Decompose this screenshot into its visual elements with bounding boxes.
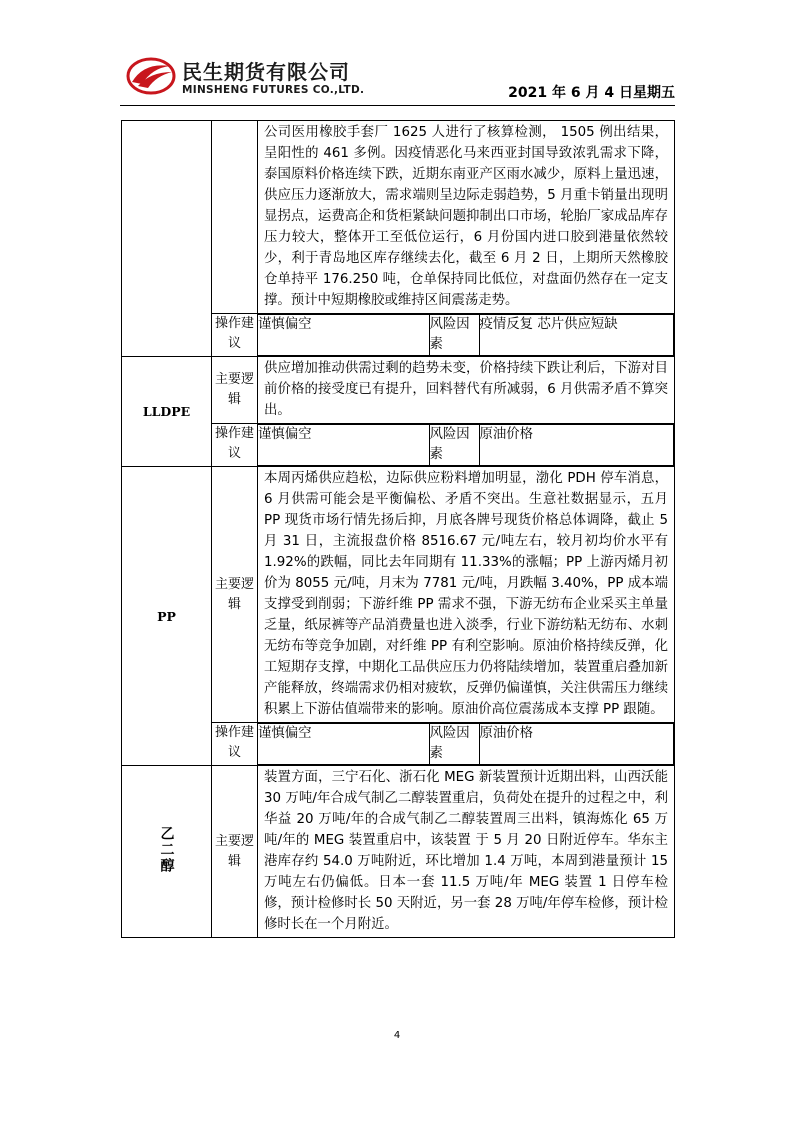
lldpe-risk-label: 风险因素	[429, 425, 479, 466]
lldpe-risk-value: 原油价格	[479, 425, 674, 466]
lldpe-op-label: 操作建议	[212, 424, 258, 467]
pp-risk-value: 原油价格	[479, 724, 674, 765]
rubber-op-label: 操作建议	[212, 314, 258, 357]
rubber-op-value: 谨慎偏空	[258, 315, 429, 356]
pp-product-cell: PP	[122, 467, 212, 766]
lldpe-logic-row	[122, 357, 675, 424]
rubber-logic-text: 公司医用橡胶手套厂 1625 人进行了核算检测， 1505 例出结果，呈阳性的 461 多例。因疫情恶化马来西亚封国导致浓乳需求下降，泰国原料价格连续下跌，近期东南亚产区雨水减少，原料上量迅速，供应压力逐渐放大，需求端则呈边际走弱趋势，5 月重卡销量出现明显拐点，运费高企和货柜紧缺问题抑制出口市场，轮胎厂家成品库存压力较大，整体开工至低位运行，6 月份国内进口胶到港量依然较少，利于青岛地区库存继续去化，截至 6 月 2 日，上期所天然橡胶仓单持平 176.250 吨，仓单保持同比低位，对盘面仍然存在一定支撑。预计中短期橡胶或维持区间震荡走势。	[258, 121, 675, 314]
lldpe-op-value: 谨慎偏空	[258, 425, 429, 466]
pp-logic-text: 本周丙烯供应趋松，边际供应粉料增加明显，渤化 PDH 停车消息，6 月供需可能会是平衡偏松、矛盾不突出。生意社数据显示，五月 PP 现货市场行情先扬后抑，月底各牌号现货价格总体调降，截止 5 月 31 日，主流报盘价格 8516.67 元/吨左右，较月初均价水平有 1.92%的跌幅，同比去年同期有 11.33%的涨幅；PP 上游丙烯月初价为 8055 元/吨，月末为 7781 元/吨，月跌幅 3.40%，PP 成本端支撑受到削弱；下游纤维 PP 需求不强，下游无纺布企业采买主单量乏量，纸尿裤等产品消费量也进入淡季，行业下游纺粘无纺布、水刺无纺布等竞争加剧，对纤维 PP 有利空影响。原油价格持续反弹，化工短期存支撑，中期化工品供应压力仍将陆续增加，装置重启叠加新产能释放，终端需求仍相对疲软，反弹仍偏谨慎，关注供需压力继续积累上下游估值端带来的影响。原油价高位震荡成本支撑 PP 跟随。	[258, 467, 675, 723]
rubber-logic-row	[122, 121, 675, 314]
pp-logic-row	[122, 467, 675, 723]
meg-logic-label: 主要逻辑	[212, 766, 258, 938]
page-number: 4	[393, 1030, 401, 1041]
page-header	[120, 52, 675, 104]
company-name-cn: 民生期货有限公司	[182, 60, 350, 84]
lldpe-logic-label: 主要逻辑	[212, 357, 258, 424]
header-divider	[120, 105, 675, 106]
report-date: 2021 年 6 月 4 日星期五	[508, 85, 675, 101]
lldpe-product-cell: LLDPE	[122, 357, 212, 467]
analysis-table	[121, 120, 675, 938]
pp-op-value: 谨慎偏空	[258, 724, 429, 765]
rubber-risk-label: 风险因素	[429, 315, 479, 356]
minsheng-logo-icon	[126, 56, 176, 96]
rubber-logic-label-cell	[212, 121, 258, 314]
meg-logic-text: 装置方面，三宁石化、浙石化 MEG 新装置预计近期出料，山西沃能 30 万吨/年合成气制乙二醇装置重启，负荷处在提升的过程之中，利华益 20 万吨/年的合成气制乙二醇装置周三出料，镇海炼化 65 万吨/年的 MEG 装置重启中，该装置 于 5 月 20 日附近停车。华东主港库存约 54.0 万吨附近，环比增加 1.4 万吨，本周到港量预计 15 万吨左右仍偏低。日本一套 11.5 万吨/年 MEG 装置 1 日停车检修，预计检修时长 50 天附近，另一套 28 万吨/年停车检修，预计检修时长在一个月附近。	[258, 766, 675, 938]
rubber-risk-value: 疫情反复 芯片供应短缺	[479, 315, 674, 356]
meg-product-name: 乙二醇	[158, 826, 175, 874]
meg-product-cell	[122, 766, 212, 938]
meg-logic-row	[122, 766, 675, 938]
pp-risk-label: 风险因素	[429, 724, 479, 765]
pp-op-label: 操作建议	[212, 723, 258, 766]
rubber-product-cell	[122, 121, 212, 357]
company-name-en: MINSHENG FUTURES CO.,LTD.	[182, 84, 365, 96]
lldpe-logic-text: 供应增加推动供需过剩的趋势未变，价格持续下跌让利后，下游对目前价格的接受度已有提升，回料替代有所减弱，6 月供需矛盾不算突出。	[258, 357, 675, 424]
pp-logic-label: 主要逻辑	[212, 467, 258, 723]
